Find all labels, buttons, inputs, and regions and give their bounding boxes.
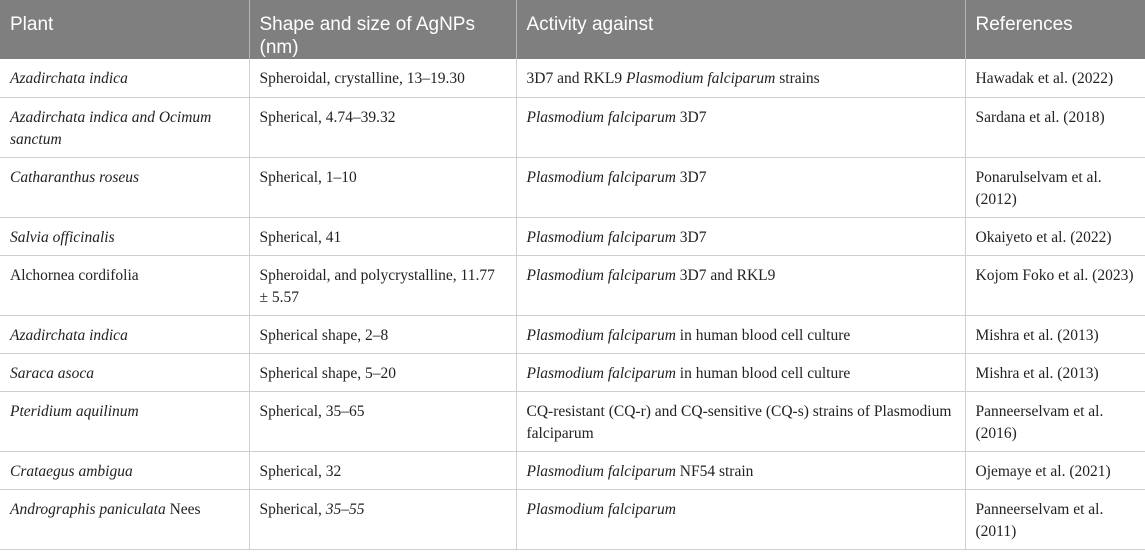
- cell-text-segment: strains: [775, 70, 820, 87]
- cell-reference: Kojom Foko et al. (2023): [965, 255, 1145, 315]
- cell-text-segment: 3D7: [675, 228, 707, 246]
- table-row: [0, 489, 1145, 549]
- cell-shape-size: [249, 157, 516, 217]
- cell-text-segment: Saraca asoca: [10, 364, 94, 382]
- cell-plant: [0, 97, 249, 157]
- cell-reference: Ojemaye et al. (2021): [965, 451, 1145, 489]
- cell-text-segment: Spherical, 4.74–39.32: [259, 108, 396, 126]
- cell-text-segment: Plasmodium falciparum: [526, 500, 676, 518]
- cell-shape-size: [249, 217, 516, 255]
- cell-text-segment: Spherical, 41: [259, 228, 342, 246]
- cell-text-segment: Pteridium aquilinum: [10, 402, 139, 420]
- cell-plant: [0, 391, 249, 451]
- cell-activity: [516, 489, 965, 549]
- cell-text-segment: Spheroidal, and polycrystalline, 11.77 ± 5.57: [259, 266, 495, 306]
- cell-text-segment: Nees: [165, 500, 201, 518]
- cell-reference: Panneerselvam et al. (2016): [965, 391, 1145, 451]
- cell-text-segment: Plasmodium falciparum: [526, 108, 676, 126]
- cell-text-segment: Azadirchata indica: [10, 70, 128, 87]
- cell-plant: [0, 217, 249, 255]
- cell-text-segment: Spherical, 1–10: [259, 168, 357, 186]
- cell-text-segment: 3D7: [675, 168, 707, 186]
- cell-shape-size: [249, 489, 516, 549]
- cell-text-segment: 35–55: [325, 500, 365, 518]
- cell-shape-size: [249, 315, 516, 353]
- cell-text-segment: NF54 strain: [675, 462, 754, 480]
- cell-plant: [0, 157, 249, 217]
- cell-activity: [516, 451, 965, 489]
- cell-text-segment: Andrographis paniculata: [10, 500, 166, 518]
- cell-text-segment: Plasmodium falciparum: [526, 326, 676, 344]
- cell-shape-size: [249, 353, 516, 391]
- cell-text-segment: Azadirchata indica and Ocimum sanctum: [10, 108, 212, 148]
- cell-reference: Panneerselvam et al. (2011): [965, 489, 1145, 549]
- cell-plant: [0, 59, 249, 97]
- cell-plant: [0, 353, 249, 391]
- cell-reference: Hawadak et al. (2022): [965, 59, 1145, 97]
- cell-text-segment: Plasmodium falciparum: [625, 70, 776, 87]
- cell-text-segment: CQ-resistant (CQ-r) and CQ-sensitive (CQ-s) strains of Plasmodium falciparum: [526, 402, 952, 442]
- cell-text-segment: Plasmodium falciparum: [526, 364, 676, 382]
- table-row: [0, 217, 1145, 255]
- cell-reference: Okaiyeto et al. (2022): [965, 217, 1145, 255]
- cell-text-segment: 3D7 and RKL9: [675, 266, 776, 284]
- cell-text-segment: 3D7: [675, 108, 707, 126]
- cell-text-segment: Plasmodium falciparum: [526, 462, 676, 480]
- cell-activity: [516, 97, 965, 157]
- cell-plant: [0, 315, 249, 353]
- cell-text-segment: Plasmodium falciparum: [526, 266, 676, 284]
- cell-reference: Ponarulselvam et al. (2012): [965, 157, 1145, 217]
- table-row: [0, 391, 1145, 451]
- table-row: [0, 255, 1145, 315]
- cell-reference: Mishra et al. (2013): [965, 353, 1145, 391]
- cell-activity: [516, 315, 965, 353]
- cell-text-segment: Catharanthus roseus: [10, 168, 140, 186]
- cell-shape-size: [249, 391, 516, 451]
- cell-text-segment: Plasmodium falciparum: [526, 228, 676, 246]
- table-row: [0, 451, 1145, 489]
- cell-text-segment: Spheroidal, crystalline, 13–19.30: [259, 70, 465, 87]
- cell-reference: Mishra et al. (2013): [965, 315, 1145, 353]
- cell-text-segment: Azadirchata indica: [10, 326, 128, 344]
- cell-text-segment: in human blood cell culture: [675, 326, 851, 344]
- header-shape-size: Shape and size of AgNPs (nm): [249, 0, 516, 59]
- cell-shape-size: [249, 59, 516, 97]
- header-activity: Activity against: [516, 0, 965, 59]
- cell-plant: [0, 255, 249, 315]
- cell-text-segment: in human blood cell culture: [675, 364, 851, 382]
- cell-activity: [516, 353, 965, 391]
- cell-shape-size: [249, 97, 516, 157]
- cell-text-segment: Spherical shape, 2–8: [259, 326, 389, 344]
- header-references: References: [965, 0, 1145, 59]
- cell-text-segment: Crataegus ambigua: [10, 462, 133, 480]
- cell-text-segment: Spherical, 32: [259, 462, 342, 480]
- table-row: [0, 157, 1145, 217]
- header-plant: Plant: [0, 0, 249, 59]
- cell-activity: [516, 391, 965, 451]
- cell-text-segment: Alchornea cordifolia: [10, 266, 139, 284]
- cell-activity: [516, 217, 965, 255]
- cell-activity: [516, 59, 965, 97]
- table-row: [0, 97, 1145, 157]
- cell-text-segment: 3D7 and RKL9: [526, 70, 626, 87]
- cell-text-segment: Plasmodium falciparum: [526, 168, 676, 186]
- cell-shape-size: [249, 451, 516, 489]
- cell-plant: [0, 451, 249, 489]
- table-row: [0, 353, 1145, 391]
- cell-text-segment: Spherical,: [259, 500, 326, 518]
- header-row: [0, 0, 1145, 59]
- cell-plant: [0, 489, 249, 549]
- cell-activity: [516, 255, 965, 315]
- cell-text-segment: Salvia officinalis: [10, 228, 115, 246]
- cell-reference: Sardana et al. (2018): [965, 97, 1145, 157]
- cell-text-segment: Spherical, 35–65: [259, 402, 365, 420]
- table-row: [0, 315, 1145, 353]
- cell-activity: [516, 157, 965, 217]
- cell-shape-size: [249, 255, 516, 315]
- table-row: [0, 59, 1145, 97]
- cell-text-segment: Spherical shape, 5–20: [259, 364, 396, 382]
